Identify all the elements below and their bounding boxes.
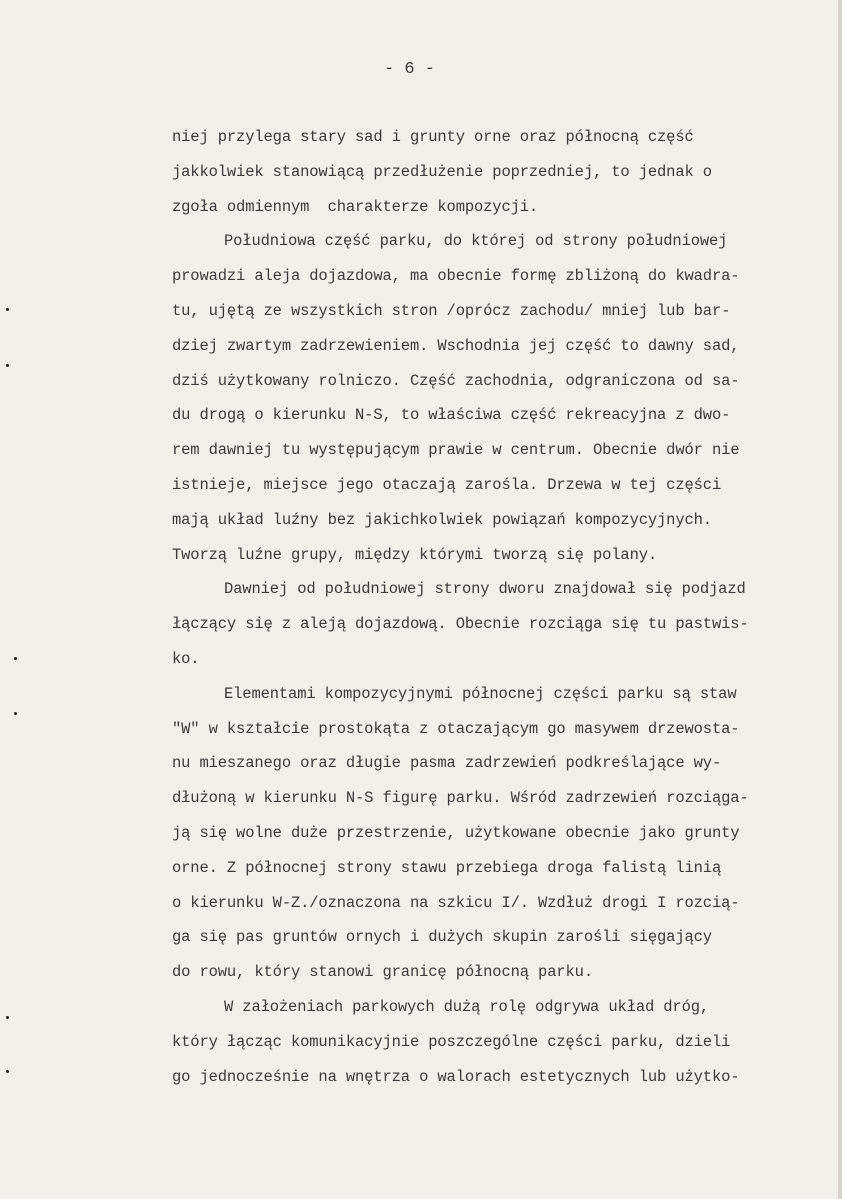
margin-mark <box>6 1016 9 1019</box>
text-line: orne. Z północnej strony stawu przebiega droga falistą linią <box>172 858 722 877</box>
text-line: prowadzi aleja dojazdowa, ma obecnie formę zbliżoną do kwadra- <box>172 267 740 286</box>
text-line: dłużoną w kierunku N-S figurę parku. Wśród zadrzewień rozciąga- <box>172 789 749 808</box>
text-line: dziej zwartym zadrzewieniem. Wschodnia jej część to dawny sad, <box>172 336 740 355</box>
text-line: "W" w kształcie prostokąta z otaczającym go masywem drzewosta- <box>172 719 740 738</box>
margin-mark <box>6 308 9 311</box>
text-line: łączący się z aleją dojazdową. Obecnie rozciąga się tu pastwis- <box>172 615 749 634</box>
text-line: W założeniach parkowych dużą rolę odgrywa układ dróg, <box>224 997 710 1016</box>
margin-mark <box>14 712 17 715</box>
text-line: który łącząc komunikacyjnie poszczególne części parku, dzieli <box>172 1032 731 1051</box>
margin-mark <box>14 657 17 660</box>
text-line: Dawniej od południowej strony dworu znajdował się podjazd <box>224 580 746 599</box>
margin-mark <box>6 1070 9 1073</box>
text-line: Tworzą luźne grupy, między którymi tworzą się polany. <box>172 545 658 564</box>
text-line: mają układ luźny bez jakichkolwiek powiązań kompozycyjnych. <box>172 510 712 529</box>
text-line: Południowa część parku, do której od strony południowej <box>224 232 728 251</box>
text-line: nu mieszanego oraz długie pasma zadrzewień podkreślające wy- <box>172 754 722 773</box>
page-edge <box>838 0 842 1199</box>
text-line: ją się wolne duże przestrzenie, użytkowane obecnie jako grunty <box>172 823 740 842</box>
text-line: do rowu, który stanowi granicę północną parku. <box>172 963 593 982</box>
text-line: du drogą o kierunku N-S, to właściwa część rekreacyjna z dwo- <box>172 406 731 425</box>
margin-mark <box>6 364 9 367</box>
text-line: ko. <box>172 649 200 668</box>
text-line: zgoła odmiennym charakterze kompozycji. <box>172 197 539 216</box>
text-line: tu, ujętą ze wszystkich stron /oprócz zachodu/ mniej lub bar- <box>172 301 731 320</box>
document-body <box>172 120 832 1094</box>
text-line: ga się pas gruntów ornych i dużych skupin zarośli sięgający <box>172 928 712 947</box>
text-line: dziś użytkowany rolniczo. Część zachodnia, odgraniczona od sa- <box>172 371 740 390</box>
text-line: jakkolwiek stanowiącą przedłużenie poprzedniej, to jednak o <box>172 162 712 181</box>
text-line: Elementami kompozycyjnymi północnej części parku są staw <box>224 684 737 703</box>
text-line: go jednocześnie na wnętrza o walorach estetycznych lub użytko- <box>172 1067 740 1086</box>
text-line: istnieje, miejsce jego otaczają zarośla. Drzewa w tej części <box>172 475 722 494</box>
text-line: rem dawniej tu występującym prawie w centrum. Obecnie dwór nie <box>172 441 740 460</box>
text-line: niej przylega stary sad i grunty orne oraz północną część <box>172 128 694 146</box>
page-number: - 6 - <box>384 60 436 79</box>
text-line: o kierunku W-Z./oznaczona na szkicu I/. Wzdłuż drogi I rozcią- <box>172 893 740 912</box>
